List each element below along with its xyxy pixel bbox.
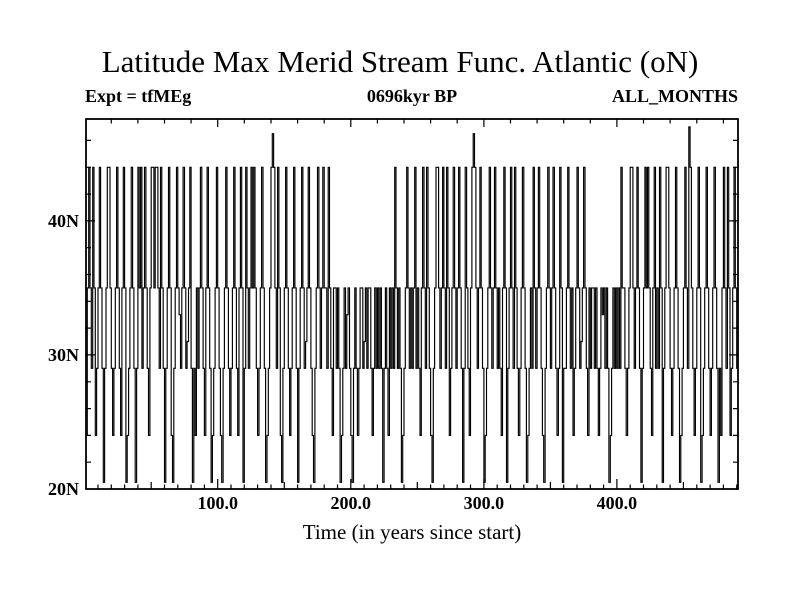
x-axis-tick-label: 300.0 xyxy=(463,493,505,513)
y-axis-tick-label: 30N xyxy=(48,344,79,365)
y-axis-tick-label: 20N xyxy=(48,479,79,499)
y-axis-tick-label: 40N xyxy=(48,210,79,231)
series-line xyxy=(86,127,738,482)
chart-title: Latitude Max Merid Stream Func. Atlantic (oN) xyxy=(101,44,699,79)
x-axis-title: Time (in years since start) xyxy=(302,520,522,544)
months-label: ALL_MONTHS xyxy=(611,86,738,106)
experiment-label: Expt = tfMEg xyxy=(85,86,192,106)
x-axis-tick-label: 100.0 xyxy=(197,493,238,513)
x-axis-tick-label: 200.0 xyxy=(330,493,372,513)
x-axis-tick-label: 400.0 xyxy=(596,493,638,513)
epoch-label: 0696kyr BP xyxy=(366,86,458,106)
